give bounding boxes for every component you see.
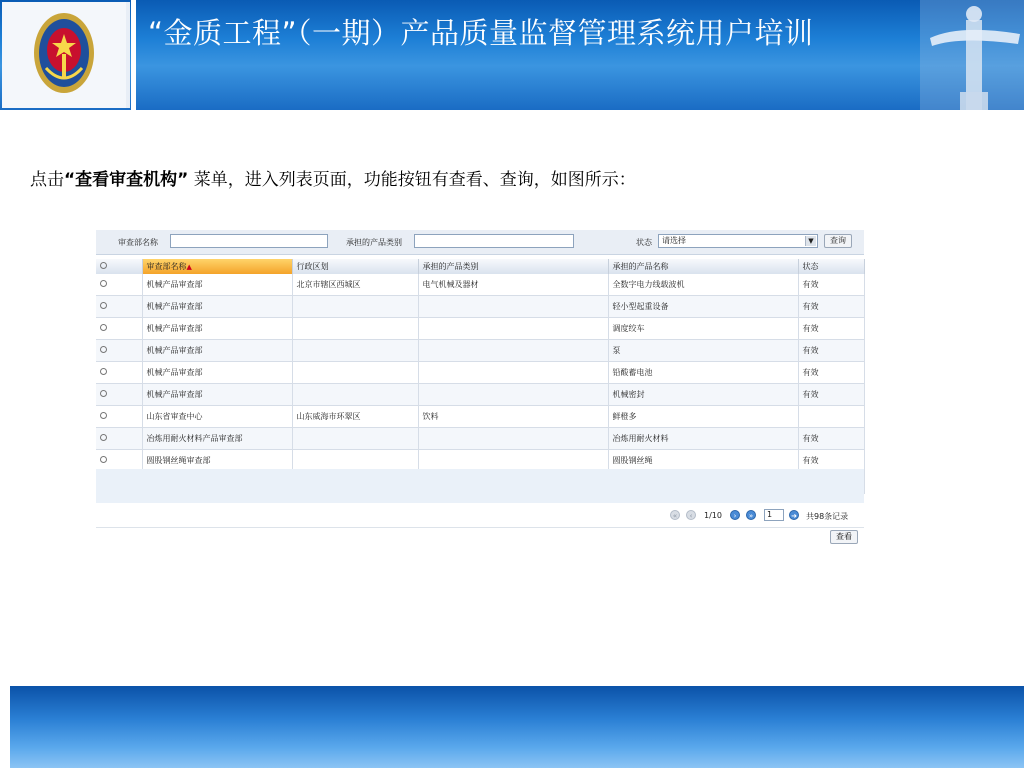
cell-region: 山东威海市环翠区 — [292, 406, 418, 428]
cell-region — [292, 296, 418, 318]
page-info: 1/10 — [704, 511, 722, 520]
cell-product: 调度绞车 — [608, 318, 798, 340]
header-divider — [131, 0, 136, 110]
embedded-screenshot — [96, 230, 864, 550]
column-header-region[interactable]: 行政区划 — [292, 259, 418, 274]
row-radio[interactable] — [100, 346, 107, 353]
cell-region — [292, 384, 418, 406]
cell-status: 有效 — [798, 340, 864, 362]
cell-status: 有效 — [798, 384, 864, 406]
table-row[interactable] — [96, 274, 864, 296]
national-emblem-icon — [32, 10, 96, 96]
table-row[interactable] — [96, 340, 864, 362]
last-page-icon[interactable]: » — [746, 510, 756, 520]
cell-product: 铅酸蓄电池 — [608, 362, 798, 384]
cell-status: 有效 — [798, 296, 864, 318]
query-button[interactable]: 查询 — [824, 234, 852, 248]
go-page-icon[interactable]: ➜ — [789, 510, 799, 520]
cell-dept: 圆股钢丝绳审查部 — [142, 450, 292, 472]
cell-dept: 机械产品审查部 — [142, 296, 292, 318]
cell-status: 有效 — [798, 450, 864, 472]
table-row[interactable] — [96, 296, 864, 318]
view-button[interactable]: 查看 — [830, 530, 858, 544]
table-row[interactable] — [96, 428, 864, 450]
logo-panel — [2, 2, 130, 108]
column-header-product[interactable]: 承担的产品名称 — [608, 259, 798, 274]
cell-status — [798, 406, 864, 428]
column-header-dept[interactable]: 审查部名称▲ — [142, 259, 292, 274]
row-radio[interactable] — [100, 368, 107, 375]
cell-product: 泵 — [608, 340, 798, 362]
cell-status: 有效 — [798, 318, 864, 340]
filter-bar — [96, 230, 864, 255]
row-radio[interactable] — [100, 302, 107, 309]
cell-category — [418, 318, 608, 340]
dept-input[interactable] — [170, 234, 328, 248]
status-select[interactable] — [658, 234, 818, 248]
select-all-header[interactable] — [96, 259, 142, 274]
column-header-status[interactable]: 状态 — [798, 259, 864, 274]
cell-status: 有效 — [798, 428, 864, 450]
cell-region — [292, 318, 418, 340]
cell-dept: 机械产品审查部 — [142, 362, 292, 384]
row-radio[interactable] — [100, 434, 107, 441]
cell-region — [292, 362, 418, 384]
instruction-suffix: 菜单，进入列表页面，功能按钮有查看、查询，如图所示： — [188, 170, 636, 190]
table-empty-area — [96, 469, 864, 503]
cell-dept: 机械产品审查部 — [142, 318, 292, 340]
cell-product: 全数字电力线载波机 — [608, 274, 798, 296]
row-radio[interactable] — [100, 390, 107, 397]
cell-product: 轻小型起重设备 — [608, 296, 798, 318]
cell-category — [418, 384, 608, 406]
cell-category — [418, 340, 608, 362]
cell-dept: 山东省审查中心 — [142, 406, 292, 428]
table-row[interactable] — [96, 406, 864, 428]
cell-region — [292, 428, 418, 450]
cell-category — [418, 428, 608, 450]
cell-region — [292, 340, 418, 362]
dept-label: 审查部名称 — [118, 238, 158, 247]
cell-product: 机械密封 — [608, 384, 798, 406]
row-radio[interactable] — [100, 412, 107, 419]
status-select-value: 请选择 — [662, 236, 686, 245]
pager-divider — [96, 527, 864, 528]
cell-category — [418, 296, 608, 318]
results-table — [96, 259, 865, 494]
page-number-input[interactable]: 1 — [764, 509, 784, 521]
cell-dept: 机械产品审查部 — [142, 384, 292, 406]
cell-status: 有效 — [798, 362, 864, 384]
row-radio[interactable] — [100, 280, 107, 287]
table-row[interactable] — [96, 384, 864, 406]
slide-title: “金质工程”（一期）产品质量监督管理系统用户培训 — [148, 16, 814, 50]
status-label: 状态 — [636, 238, 652, 247]
category-input[interactable] — [414, 234, 574, 248]
prev-page-icon[interactable]: ‹ — [686, 510, 696, 520]
slide-header — [0, 0, 1024, 110]
select-all-checkbox[interactable] — [100, 262, 107, 269]
cell-region: 北京市辖区西城区 — [292, 274, 418, 296]
first-page-icon[interactable]: « — [670, 510, 680, 520]
cell-product: 圆股钢丝绳 — [608, 450, 798, 472]
cell-dept: 冶炼用耐火材料产品审查部 — [142, 428, 292, 450]
cell-category: 电气机械及器材 — [418, 274, 608, 296]
table-row[interactable] — [96, 318, 864, 340]
sort-up-icon: ▲ — [186, 263, 192, 271]
total-records: 共98条记录 — [806, 512, 849, 521]
instruction-prefix: 点击 — [30, 170, 64, 190]
cell-status: 有效 — [798, 274, 864, 296]
cell-product: 鲜橙多 — [608, 406, 798, 428]
cell-category — [418, 362, 608, 384]
cell-product: 冶炼用耐火材料 — [608, 428, 798, 450]
next-page-icon[interactable]: › — [730, 510, 740, 520]
chevron-down-icon[interactable]: ▼ — [805, 236, 816, 246]
row-radio[interactable] — [100, 456, 107, 463]
row-radio[interactable] — [100, 324, 107, 331]
cell-dept: 机械产品审查部 — [142, 340, 292, 362]
column-header-category[interactable]: 承担的产品类别 — [418, 259, 608, 274]
table-row[interactable] — [96, 362, 864, 384]
category-label: 承担的产品类别 — [346, 238, 402, 247]
instruction-text — [30, 165, 636, 190]
slide-footer — [10, 686, 1024, 768]
cell-category: 饮料 — [418, 406, 608, 428]
pagination-bar — [96, 505, 864, 527]
instruction-menu-name: “查看审查机构” — [64, 170, 189, 190]
huabiao-pillar-icon — [920, 0, 1024, 110]
cell-dept: 机械产品审查部 — [142, 274, 292, 296]
table-header-row — [96, 259, 864, 274]
